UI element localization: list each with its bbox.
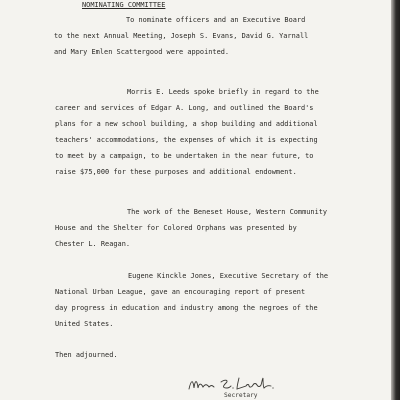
signature-title: Secretary (224, 392, 258, 399)
paragraph-line: day progress in education and industry among the negroes of the (55, 304, 318, 312)
paragraph-line: to meet by a campaign, to be undertaken in the near future, to (55, 152, 314, 160)
paragraph-line: National Urban League, gave an encouraging report of present (55, 288, 306, 296)
paragraph-line: The work of the Beneset House, Western Community (127, 208, 328, 216)
paragraph-line: House and the Shelter for Colored Orphans was presented by (55, 224, 297, 232)
paragraph-line: and Mary Emlen Scattergood were appointed. (54, 48, 230, 56)
paragraph-line: teachers' accommodations, the expenses of which it is expecting (55, 136, 318, 144)
paragraph-line: plans for a new school building, a shop building and additional (55, 120, 318, 128)
paragraph-line: United States. (55, 320, 114, 328)
paragraph-line: raise $75,000 for these purposes and additional endowment. (55, 168, 297, 176)
page-edge-shadow (391, 0, 400, 400)
paragraph-line: to the next Annual Meeting, Joseph S. Evans, David G. Yarnall (54, 32, 309, 40)
paragraph-line: To nominate officers and an Executive Board (126, 16, 306, 24)
section-heading: NOMINATING COMMITTEE (82, 1, 166, 9)
paragraph-line: Morris E. Leeds spoke briefly in regard to the (127, 88, 319, 96)
paragraph-line: Chester L. Reagan. (55, 240, 131, 248)
paragraph-line: career and services of Edgar A. Long, and outlined the Board's (55, 104, 314, 112)
closing-line: Then adjourned. (55, 351, 118, 359)
paragraph-line: Eugene Kinckle Jones, Executive Secretary of the (128, 272, 329, 280)
